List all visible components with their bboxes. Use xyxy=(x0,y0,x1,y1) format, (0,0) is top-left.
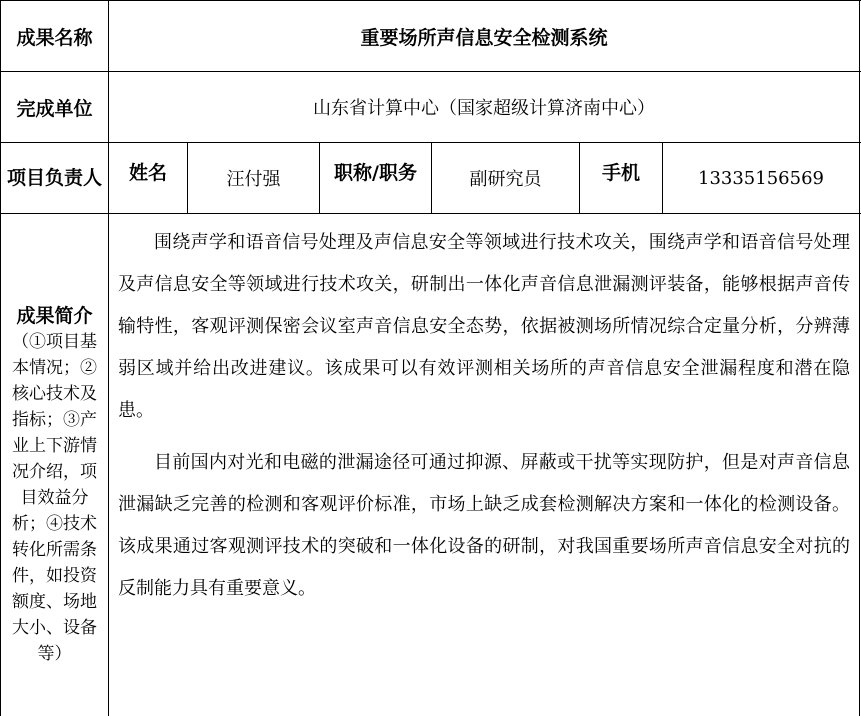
introduction-paragraph-1: 围绕声学和语音信号处理及声信息安全等领域进行技术攻关，围绕声学和语音信号处理及声信息安全等领域进行技术攻关，研制出一体化声音信息泄漏测评装备，能够根据声音传输特性，客观评测保密会议室声音信息安全态势，依据被测场所情况综合定量分析，分辨薄弱区域并给出改进建议。该成果可以有效评测相关场所的声音信息安全泄漏程度和潜在隐患。 xyxy=(118,232,850,421)
completing-unit-label: 完成单位 xyxy=(16,97,93,120)
job-title-value: 副研究员 xyxy=(469,169,542,190)
achievement-name-value: 重要场所声信息安全检测系统 xyxy=(360,26,608,49)
introduction-content xyxy=(118,222,850,620)
name-value: 汪付强 xyxy=(226,169,281,190)
completing-unit-value: 山东省计算中心（国家超级计算济南中心） xyxy=(313,98,655,119)
introduction-paragraph-2: 目前国内对光和电磁的泄漏途径可通过抑源、屏蔽或干扰等实现防护，但是对声音信息泄漏缺乏完善的检测和客观评价标准，市场上缺乏成套检测解决方案和一体化的检测设备。该成果通过客观测评技术的突破和一体化设备的研制，对我国重要场所声音信息安全对抗的反制能力具有重要意义。 xyxy=(118,452,850,599)
introduction-note: （①项目基本情况；②核心技术及指标；③产业上下游情况介绍，项目效益分析；④技术转化所需条件，如投资额度、场地大小、设备等） xyxy=(12,332,97,664)
phone-value: 13335156569 xyxy=(698,167,824,189)
name-label: 姓名 xyxy=(128,161,167,184)
job-title-label: 职称/职务 xyxy=(334,161,417,184)
project-leader-label: 项目负责人 xyxy=(6,167,102,189)
introduction-label-cell xyxy=(1,214,108,716)
phone-label: 手机 xyxy=(601,161,640,184)
table-border-right xyxy=(859,0,860,716)
achievement-name-label: 成果名称 xyxy=(16,26,93,49)
row-divider-3 xyxy=(0,213,861,214)
introduction-label: 成果简介 xyxy=(16,305,93,327)
